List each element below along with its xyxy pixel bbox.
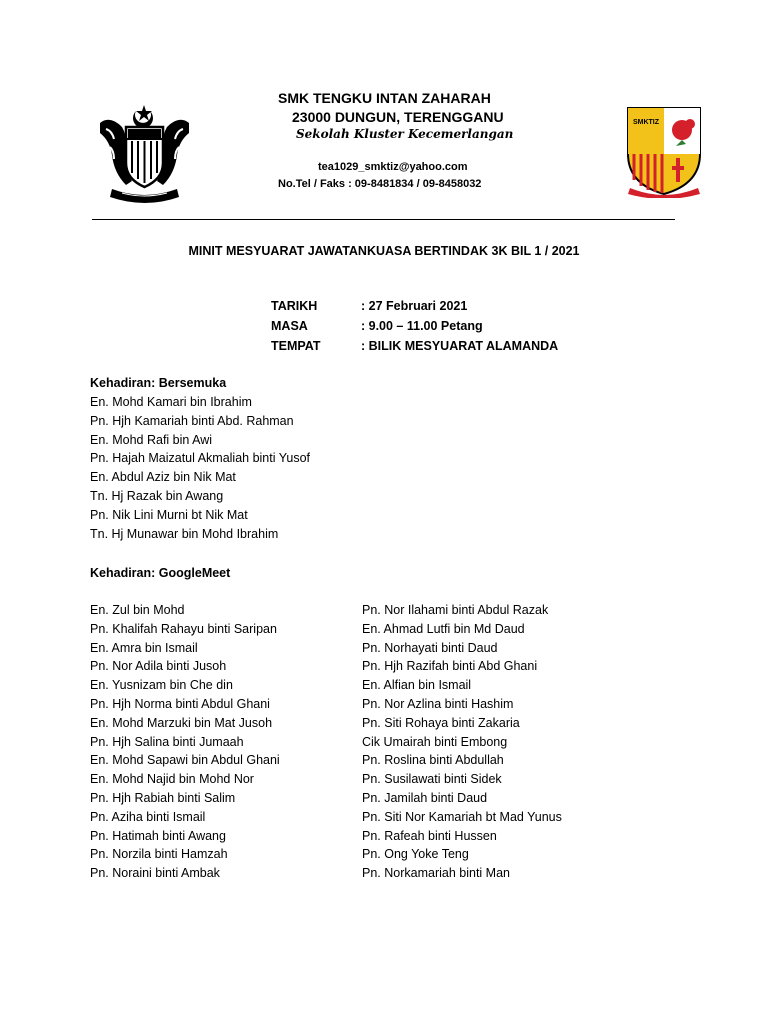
school-tel-fax: No.Tel / Faks : 09-8481834 / 09-8458032 (278, 178, 482, 190)
list-item: En. Mohd Sapawi bin Abdul Ghani (90, 753, 280, 768)
list-item: Pn. Nik Lini Murni bt Nik Mat (90, 507, 248, 522)
list-item: En. Zul bin Mohd (90, 603, 185, 617)
list-item: En. Abdul Aziz bin Nik Mat (90, 470, 236, 485)
list-item: En. Amra bin Ismail (90, 640, 198, 655)
list-item: Pn. Rafeah binti Hussen (362, 828, 497, 843)
school-address: 23000 DUNGUN, TERENGGANU (292, 109, 504, 125)
list-item: Pn. Jamilah binti Daud (362, 790, 488, 805)
date-value: : 27 Februari 2021 (361, 299, 468, 313)
list-item: En. Mohd Marzuki bin Mat Jusoh (90, 715, 273, 730)
list-item: Pn. Hjh Norma binti Abdul Ghani (90, 696, 270, 711)
date-label: TARIKH (271, 299, 318, 313)
malaysia-coat-of-arms-icon (92, 103, 197, 203)
place-label: TEMPAT (271, 339, 321, 353)
list-item: Pn. Siti Nor Kamariah bt Mad Yunus (362, 809, 562, 824)
list-item: En. Yusnizam bin Che din (90, 678, 233, 693)
list-item: Pn. Hatimah binti Awang (90, 828, 226, 843)
smktiz-school-crest-icon (624, 102, 704, 198)
list-item: Pn. Hjh Razifah binti Abd Ghani (362, 659, 538, 674)
list-item: En. Ahmad Lutfi bin Md Daud (362, 621, 525, 636)
list-item: Pn. Nor Ilahami binti Abdul Razak (362, 603, 549, 617)
time-value: : 9.00 – 11.00 Petang (361, 319, 483, 333)
list-item: En. Mohd Kamari bin Ibrahim (90, 395, 252, 409)
list-item: Pn. Nor Azlina binti Hashim (362, 696, 514, 711)
meeting-date-row (271, 299, 467, 313)
list-item: Pn. Norkamariah binti Man (362, 866, 510, 881)
list-item: Tn. Hj Munawar bin Mohd Ibrahim (90, 526, 279, 541)
list-item: Pn. Siti Rohaya binti Zakaria (362, 715, 520, 730)
list-item: Pn. Aziha binti Ismail (90, 809, 206, 824)
online-list-left (90, 601, 280, 883)
online-heading: Kehadiran: GoogleMeet (90, 566, 231, 580)
list-item: Pn. Norzila binti Hamzah (90, 847, 228, 862)
list-item: Pn. Ong Yoke Teng (362, 847, 469, 862)
list-item: Pn. Susilawati binti Sidek (362, 772, 502, 787)
header-divider (92, 219, 675, 220)
place-value: : BILIK MESYUARAT ALAMANDA (361, 339, 559, 353)
in-person-list (90, 393, 310, 543)
meeting-place-row (271, 339, 558, 353)
list-item: Pn. Nor Adila binti Jusoh (90, 659, 227, 674)
list-item: Pn. Roslina binti Abdullah (362, 753, 504, 768)
list-item: Cik Umairah binti Embong (362, 734, 508, 749)
list-item: Pn. Khalifah Rahayu binti Saripan (90, 621, 277, 636)
crest-text: SMKTIZ (632, 119, 660, 126)
list-item: Pn. Hjh Salina binti Jumaah (90, 734, 244, 749)
list-item: Pn. Hjh Rabiah binti Salim (90, 790, 236, 805)
school-name: SMK TENGKU INTAN ZAHARAH (278, 90, 491, 106)
school-email: tea1029_smktiz@yahoo.com (318, 161, 468, 173)
online-list-right (362, 601, 562, 883)
school-motto: Sekolah Kluster Kecemerlangan (296, 127, 514, 141)
list-item: Pn. Hajah Maizatul Akmaliah binti Yusof (90, 451, 311, 466)
document-title: MINIT MESYUARAT JAWATANKUASA BERTINDAK 3K BIL 1 / 2021 (188, 244, 580, 258)
list-item: Pn. Hjh Kamariah binti Abd. Rahman (90, 413, 294, 428)
list-item: En. Mohd Rafi bin Awi (90, 432, 213, 447)
time-label: MASA (271, 319, 308, 333)
list-item: Tn. Hj Razak bin Awang (90, 488, 224, 503)
list-item: En. Mohd Najid bin Mohd Nor (90, 772, 254, 787)
meeting-time-row (271, 319, 483, 333)
in-person-heading: Kehadiran: Bersemuka (90, 376, 227, 390)
list-item: Pn. Noraini binti Ambak (90, 866, 220, 881)
list-item: En. Alfian bin Ismail (362, 678, 472, 693)
list-item: Pn. Norhayati binti Daud (362, 640, 498, 655)
